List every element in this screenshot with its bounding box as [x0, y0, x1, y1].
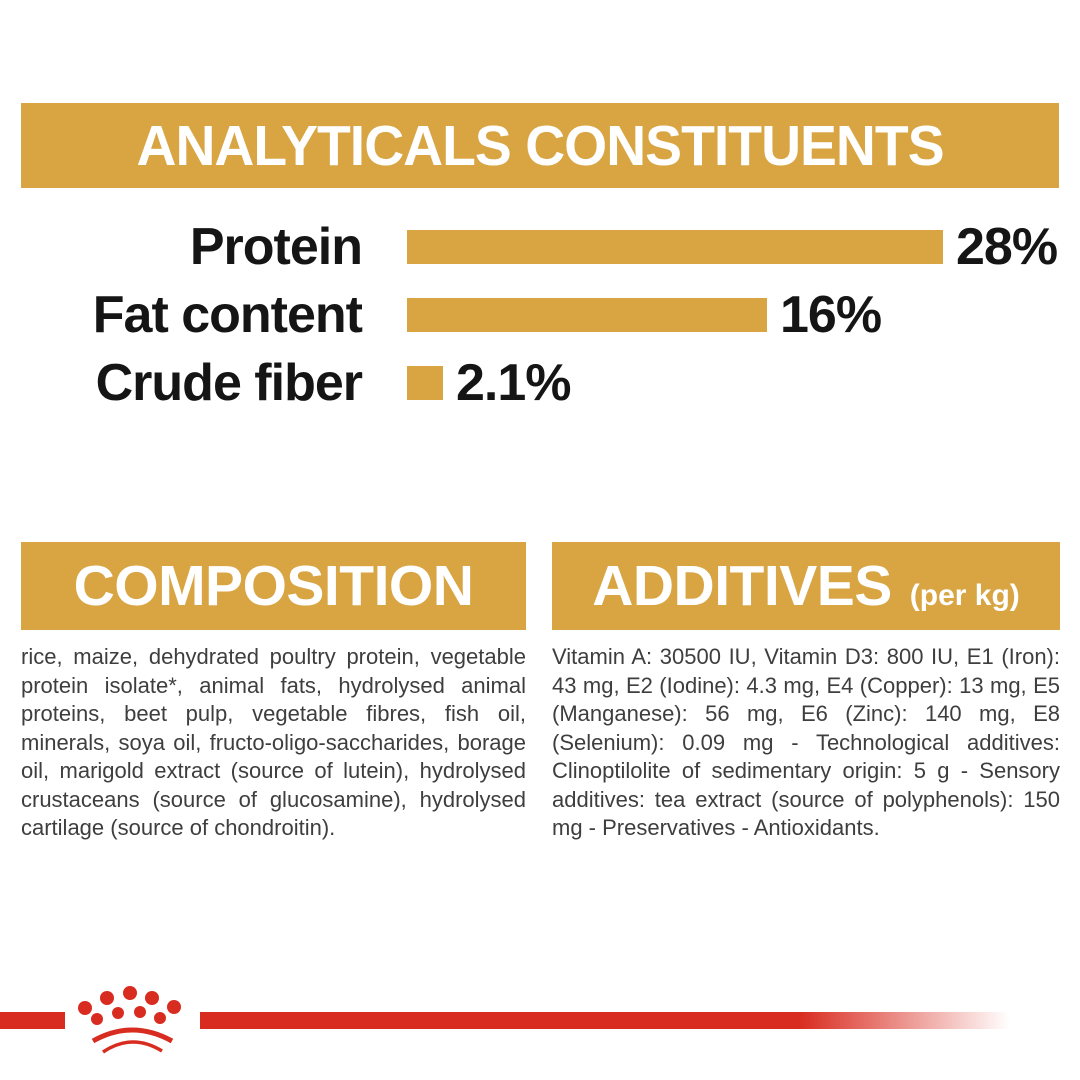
bar-value-label: 28% [956, 218, 1058, 276]
composition-section [21, 542, 526, 843]
additives-title-suffix: (per kg) [909, 579, 1020, 612]
red-divider-right [200, 1012, 1010, 1029]
red-divider-left [0, 1012, 65, 1029]
composition-banner [21, 542, 526, 630]
bar [407, 366, 443, 400]
bar-category-label: Protein [189, 218, 362, 276]
bar-category-label: Crude fiber [95, 354, 362, 412]
additives-section [552, 542, 1060, 843]
bar-category-label: Fat content [92, 286, 362, 344]
additives-body: Vitamin A: 30500 IU, Vitamin D3: 800 IU, E1 (Iron): 43 mg, E2 (Iodine): 4.3 mg, E4 (Copper): 13 mg, E5 (Manganese): 56 mg, E6 (Zinc): 140 mg, E8 (Selenium): 0.09 mg - Technological additives: Clinoptilolite of sedimentary origin: 5 g - Sensory additives: tea extract (source of polyphenols): 150 mg - Preservatives - Antioxidants. [552, 644, 1060, 840]
composition-title: COMPOSITION [73, 554, 474, 618]
bar-value-label: 2.1% [456, 354, 571, 412]
page-title: ANALYTICALS CONSTITUENTS [136, 113, 944, 178]
additives-title: ADDITIVES [592, 554, 892, 618]
bar [407, 230, 943, 264]
bar [407, 298, 767, 332]
composition-body: rice, maize, dehydrated poultry protein, vegetable protein isolate*, animal fats, hydrolysed animal proteins, beet pulp, vegetable fibres, fish oil, minerals, soya oil, fructo-oligo-saccharides, borage oil, marigold extract (source of lutein), hydrolysed crustaceans (source of glucosamine), hydrolysed cartilage (source of chondroitin). [21, 644, 526, 840]
bar-chart [0, 218, 1080, 434]
additives-banner [552, 542, 1060, 630]
royal-canin-crown-icon [66, 986, 196, 1056]
bar-value-label: 16% [780, 286, 882, 344]
chart-row [0, 286, 1080, 344]
chart-row [0, 218, 1080, 276]
chart-row [0, 354, 1080, 412]
header-banner [21, 103, 1059, 188]
